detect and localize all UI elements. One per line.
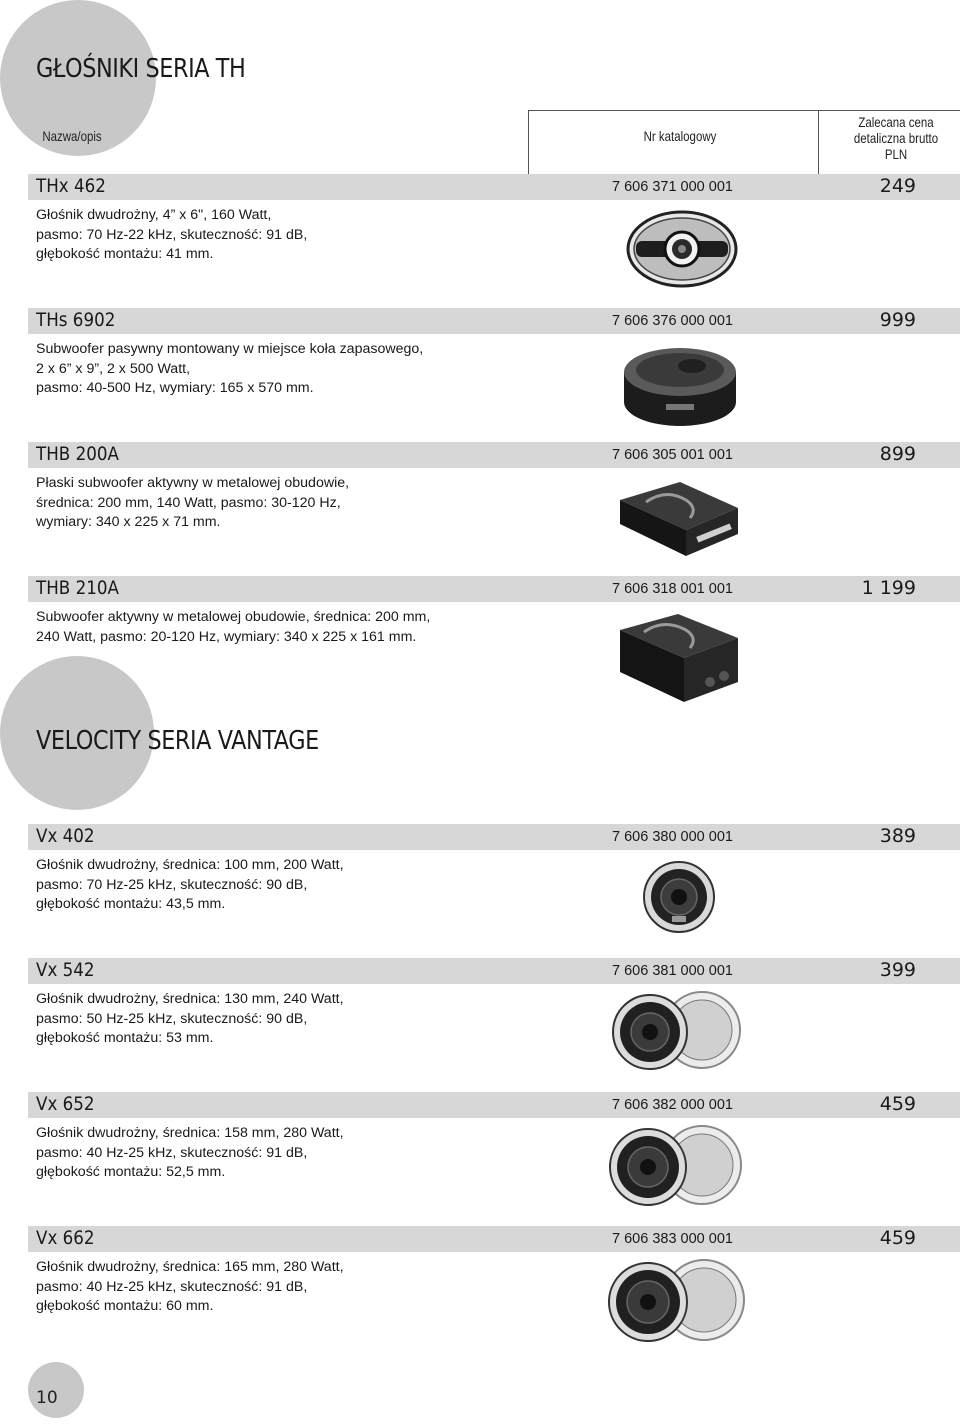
description-line: Głośnik dwudrożny, średnica: 158 mm, 280 Watt, (36, 1125, 344, 1141)
product-name: Vx 652 (36, 1093, 95, 1115)
product-header-bar (28, 174, 960, 200)
product-header-bar (28, 958, 960, 984)
flat-subwoofer-image (616, 478, 742, 558)
product-name: THx 462 (36, 175, 106, 197)
product-price: 399 (879, 959, 916, 981)
description-line: 2 x 6” x 9”, 2 x 500 Watt, (36, 360, 191, 377)
column-header-price-line2: detaliczna brutto (853, 130, 939, 146)
speaker-pair-image (604, 1256, 748, 1344)
product-catalog-number: 7 606 376 000 001 (612, 313, 733, 329)
product-catalog-number: 7 606 380 000 001 (612, 829, 733, 845)
speaker-pair-image (604, 1122, 746, 1208)
product-catalog-number: 7 606 318 001 001 (612, 581, 733, 597)
product-description (36, 206, 506, 265)
description-line: głębokość montażu: 43,5 mm. (36, 896, 226, 912)
product-catalog-number: 7 606 371 000 001 (612, 179, 733, 195)
description-line: głębokość montażu: 41 mm. (36, 246, 214, 262)
product-header-bar (28, 576, 960, 602)
product-catalog-number: 7 606 381 000 001 (612, 963, 733, 979)
product-name: Vx 542 (36, 959, 95, 981)
product-header-bar (28, 824, 960, 850)
box-subwoofer-image (614, 610, 742, 708)
product-price: 899 (879, 443, 916, 465)
subwoofer-round-image (620, 336, 740, 430)
product-header-bar (28, 308, 960, 334)
column-header-price-line3: PLN (884, 146, 908, 162)
description-line: pasmo: 70 Hz-25 kHz, skuteczność: 90 dB, (36, 876, 308, 893)
speaker-pair-image (606, 988, 746, 1072)
section-title-vantage: VELOCITY SERIA VANTAGE (36, 726, 319, 756)
description-line: wymiary: 340 x 225 x 71 mm. (36, 514, 221, 530)
product-catalog-number: 7 606 383 000 001 (612, 1231, 733, 1247)
speaker-round-image (642, 860, 716, 934)
product-price: 459 (879, 1227, 916, 1249)
description-line: pasmo: 40-500 Hz, wymiary: 165 x 570 mm. (36, 380, 314, 396)
description-line: głębokość montażu: 53 mm. (36, 1030, 214, 1046)
page-number: 10 (36, 1388, 58, 1408)
section-title-th: GŁOŚNIKI SERIA TH (36, 54, 246, 84)
description-line: 240 Watt, pasmo: 20-120 Hz, wymiary: 340 x 225 x 161 mm. (36, 628, 417, 645)
description-line: Subwoofer pasywny montowany w miejsce koła zapasowego, (36, 341, 424, 357)
product-description (36, 1124, 506, 1183)
header-divider-1 (528, 110, 529, 174)
description-line: głębokość montażu: 60 mm. (36, 1298, 214, 1314)
column-header-price-line1: Zalecana cena (858, 114, 934, 130)
product-description (36, 856, 506, 915)
column-header-catalog: Nr katalogowy (643, 128, 717, 144)
speaker-oval-image (626, 210, 738, 288)
product-catalog-number: 7 606 382 000 001 (612, 1097, 733, 1113)
product-header-bar (28, 1092, 960, 1118)
product-name: THB 200A (36, 443, 119, 465)
description-line: pasmo: 50 Hz-25 kHz, skuteczność: 90 dB, (36, 1010, 308, 1027)
product-description (36, 1258, 506, 1317)
description-line: Głośnik dwudrożny, średnica: 130 mm, 240 Watt, (36, 991, 344, 1007)
header-rule (528, 110, 960, 111)
product-description (36, 340, 506, 399)
description-line: głębokość montażu: 52,5 mm. (36, 1164, 226, 1180)
description-line: Głośnik dwudrożny, średnica: 165 mm, 280 Watt, (36, 1259, 344, 1275)
product-price: 459 (879, 1093, 916, 1115)
product-name: Vx 402 (36, 825, 95, 847)
description-line: pasmo: 40 Hz-25 kHz, skuteczność: 91 dB, (36, 1278, 308, 1295)
product-name: THs 6902 (36, 309, 116, 331)
description-line: Głośnik dwudrożny, średnica: 100 mm, 200 Watt, (36, 857, 344, 873)
product-name: Vx 662 (36, 1227, 95, 1249)
description-line: Płaski subwoofer aktywny w metalowej obudowie, (36, 475, 350, 491)
product-price: 999 (879, 309, 916, 331)
description-line: pasmo: 70 Hz-22 kHz, skuteczność: 91 dB, (36, 226, 308, 243)
header-divider-2 (818, 110, 819, 174)
product-catalog-number: 7 606 305 001 001 (612, 447, 733, 463)
column-header-price (842, 114, 950, 162)
product-name: THB 210A (36, 577, 119, 599)
product-price: 1 199 (861, 577, 916, 599)
product-price: 389 (879, 825, 916, 847)
column-header-name: Nazwa/opis (42, 128, 102, 144)
description-line: średnica: 200 mm, 140 Watt, pasmo: 30-120 Hz, (36, 494, 341, 511)
product-description (36, 608, 506, 647)
product-header-bar (28, 442, 960, 468)
product-description (36, 474, 506, 533)
description-line: pasmo: 40 Hz-25 kHz, skuteczność: 91 dB, (36, 1144, 308, 1161)
description-line: Głośnik dwudrożny, 4” x 6", 160 Watt, (36, 207, 272, 223)
product-description (36, 990, 506, 1049)
product-price: 249 (879, 175, 916, 197)
product-header-bar (28, 1226, 960, 1252)
description-line: Subwoofer aktywny w metalowej obudowie, średnica: 200 mm, (36, 609, 431, 625)
